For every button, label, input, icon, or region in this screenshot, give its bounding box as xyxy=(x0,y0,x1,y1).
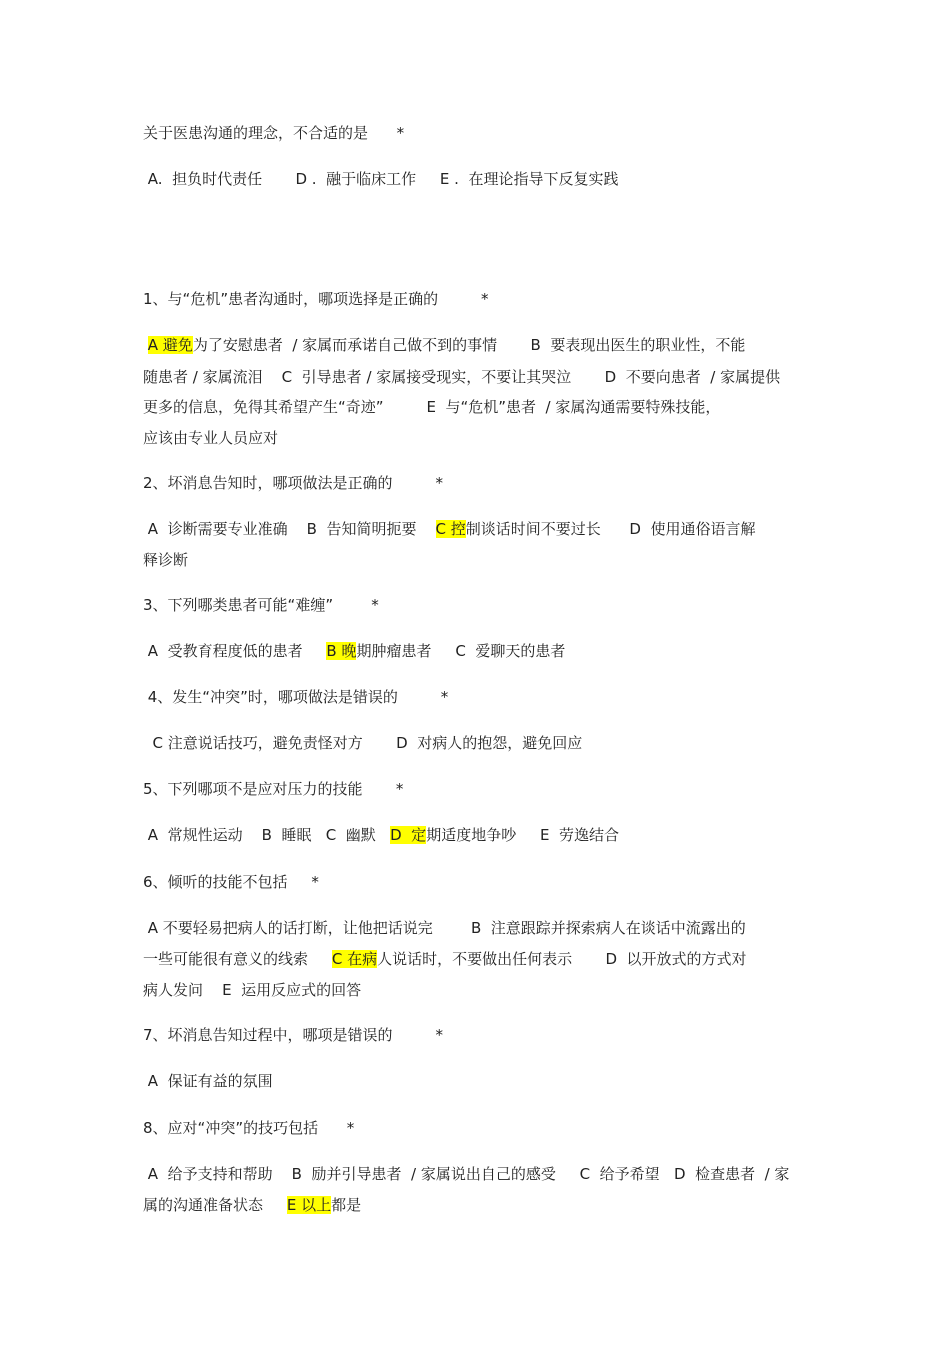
answer-highlight: C 控 xyxy=(435,520,466,538)
question-6-answer-line-2: 一些可能很有意义的线索 C 在病人说话时，不要做出任何表示 D 以开放式的方式对 xyxy=(143,950,747,968)
question-4: 4、发生“冲突”时，哪项做法是错误的 * xyxy=(143,688,449,706)
question-2-answer-line-2: 释诊断 xyxy=(143,551,189,569)
question-7: 7、坏消息告知过程中，哪项是错误的 * xyxy=(143,1026,443,1044)
question-1: 1、与“危机”患者沟通时，哪项选择是正确的 * xyxy=(143,290,489,308)
question-8: 8、应对“冲突”的技巧包括 * xyxy=(143,1119,355,1137)
question-6: 6、倾听的技能不包括 * xyxy=(143,873,319,891)
question-7-answer-line-1: A 保证有益的氛围 xyxy=(143,1072,273,1090)
question-2-answer-line-1: A 诊断需要专业准确 B 告知简明扼要 C 控制谈话时间不要过长 D 使用通俗语言解 xyxy=(143,520,756,538)
question-6-answer-line-1: A 不要轻易把病人的话打断，让他把话说完 B 注意跟踪并探索病人在谈话中流露出的 xyxy=(143,919,746,937)
question-2: 2、坏消息告知时，哪项做法是正确的 * xyxy=(143,474,443,492)
question-1-answer-line-1: A 避免为了安慰患者 / 家属而承诺自己做不到的事情 B 要表现出医生的职业性，不能 xyxy=(147,336,746,354)
answer-highlight: C 在病 xyxy=(331,950,378,968)
question-5: 5、下列哪项不是应对压力的技能 * xyxy=(143,780,404,798)
answer-highlight: D 定 xyxy=(390,826,427,844)
question-4-answer-line-1: C 注意说话技巧，避免责怪对方 D 对病人的抱怨，避免回应 xyxy=(143,734,583,752)
question-6-answer-line-3: 病人发问 E 运用反应式的回答 xyxy=(143,981,362,999)
question-5-answer-line-1: A 常规性运动 B 睡眠 C 幽默 D 定期适度地争吵 E 劳逸结合 xyxy=(143,826,620,844)
intro-question: 关于医患沟通的理念，不合适的是 * xyxy=(143,124,405,142)
question-1-answer-line-2: 随患者 / 家属流泪 C 引导患者 / 家属接受现实，不要让其哭泣 D 不要向患者 / 家属提供 xyxy=(143,368,781,386)
question-1-answer-line-3: 更多的信息，免得其希望产生“奇迹” E 与“危机”患者 / 家属沟通需要特殊技能， xyxy=(143,398,721,416)
question-3: 3、下列哪类患者可能“难缠” * xyxy=(143,596,379,614)
question-3-answer-line-1: A 受教育程度低的患者 B 晚期肿瘤患者 C 爱聊天的患者 xyxy=(143,642,566,660)
question-1-answer-line-4: 应该由专业人员应对 xyxy=(143,429,279,447)
question-8-answer-line-2: 属的沟通准备状态 E 以上都是 xyxy=(143,1196,362,1214)
answer-highlight: E 以上 xyxy=(286,1196,332,1214)
answer-highlight: A 避免 xyxy=(147,336,193,354)
answer-highlight: B 晚 xyxy=(326,642,357,660)
intro-options: A. 担负时代责任 D . 融于临床工作 E . 在理论指导下反复实践 xyxy=(143,170,619,188)
question-8-answer-line-1: A 给予支持和帮助 B 励并引导患者 / 家属说出自己的感受 C 给予希望 D 检查患者 / 家 xyxy=(143,1165,790,1183)
